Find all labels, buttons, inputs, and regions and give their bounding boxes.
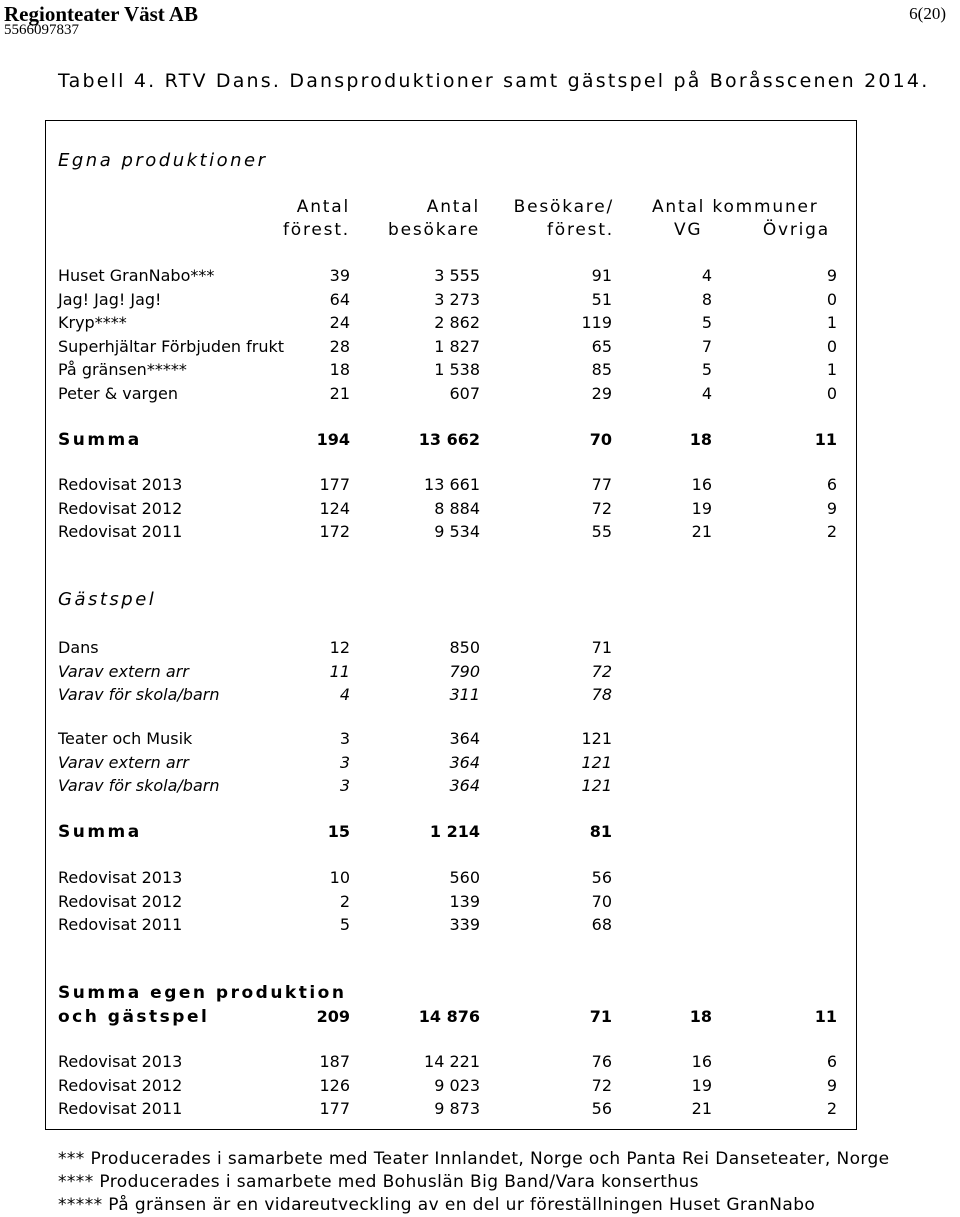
row-value: 68 — [591, 915, 612, 934]
row-label: Varav för skola/barn — [58, 776, 220, 795]
row-value: 1 827 — [434, 336, 480, 356]
row-value: 194 — [316, 430, 350, 449]
row-value: 56 — [591, 1099, 612, 1118]
row-label: Varav extern arr — [58, 661, 189, 681]
row-value: 9 — [826, 1075, 837, 1095]
row-label: Redovisat 2012 — [58, 498, 183, 518]
row-label: Redovisat 2013 — [58, 1052, 183, 1071]
row-value: 24 — [329, 313, 350, 332]
row-value: 78 — [591, 685, 612, 704]
row-value: 5 — [701, 360, 712, 379]
row-value: 560 — [449, 868, 480, 887]
header-ovriga: Övriga — [762, 220, 830, 240]
row-value: 72 — [591, 498, 612, 518]
row-value: 850 — [449, 638, 480, 657]
section-title-gastspel: Gästspel — [58, 589, 157, 610]
row-value: 19 — [691, 498, 712, 518]
row-value: 15 — [327, 822, 350, 841]
row-value: 1 — [826, 360, 837, 379]
row-value: 29 — [591, 383, 612, 403]
row-label: Varav extern arr — [58, 752, 189, 772]
row-value: 4 — [701, 266, 712, 285]
row-value: 5 — [701, 313, 712, 332]
header-antal-besokare: Antal besökare — [388, 197, 480, 240]
row-value: 139 — [449, 891, 480, 911]
footnote-2: **** Producerades i samarbete med Bohuslän Big Band/Vara konserthus — [58, 1172, 699, 1192]
header-antal-forest: Antal förest. — [283, 197, 350, 240]
row-value: 1 538 — [434, 360, 480, 379]
row-value: 3 273 — [434, 289, 480, 309]
row-value: 790 — [449, 661, 480, 681]
total-value: 71 — [589, 1007, 612, 1026]
row-value: 12 — [329, 638, 350, 657]
row-value: 21 — [691, 1099, 712, 1118]
row-value: 70 — [589, 430, 612, 449]
row-value: 2 — [339, 891, 350, 911]
section-title-egna: Egna produktioner — [58, 150, 268, 171]
row-value: 2 — [826, 522, 837, 541]
header-besokare-per-forest: Besökare/ förest. — [513, 197, 614, 240]
row-value: 56 — [591, 868, 612, 887]
row-value: 55 — [591, 522, 612, 541]
row-value: 28 — [329, 336, 350, 356]
row-value: 177 — [319, 475, 350, 494]
row-label: Peter & vargen — [58, 383, 178, 403]
row-value: 9 — [826, 498, 837, 518]
row-label: Redovisat 2012 — [58, 891, 183, 911]
row-value: 16 — [691, 1052, 712, 1071]
total-label-line2: och gästspel — [58, 1007, 210, 1027]
total-label-line1: Summa egen produktion — [58, 983, 347, 1003]
row-value: 187 — [319, 1052, 350, 1071]
row-value: 71 — [591, 638, 612, 657]
row-value: 8 884 — [434, 498, 480, 518]
row-value: 364 — [449, 729, 480, 748]
row-value: 607 — [449, 383, 480, 403]
row-value: 91 — [591, 266, 612, 285]
total-value: 209 — [316, 1007, 350, 1026]
row-value: 21 — [329, 383, 350, 403]
row-value: 14 221 — [424, 1052, 480, 1071]
total-value: 18 — [689, 1007, 712, 1026]
row-value: 76 — [591, 1052, 612, 1071]
row-value: 311 — [449, 685, 480, 704]
total-value: 14 876 — [418, 1007, 480, 1026]
row-value: 124 — [319, 498, 350, 518]
row-value: 85 — [591, 360, 612, 379]
row-value: 126 — [319, 1075, 350, 1095]
row-value: 3 555 — [434, 266, 480, 285]
row-value: 0 — [826, 383, 837, 403]
row-value: 177 — [319, 1099, 350, 1118]
row-label: Varav för skola/barn — [58, 685, 220, 704]
organization-number: 5566097837 — [4, 22, 79, 38]
row-label: Redovisat 2013 — [58, 868, 183, 887]
row-label: Redovisat 2012 — [58, 1075, 183, 1095]
row-label: Kryp**** — [58, 313, 127, 332]
row-value: 65 — [591, 336, 612, 356]
row-value: 70 — [591, 891, 612, 911]
row-value: 9 — [826, 266, 837, 285]
row-value: 9 873 — [434, 1099, 480, 1118]
total-value: 11 — [814, 1007, 837, 1026]
row-label: Teater och Musik — [58, 729, 193, 748]
row-value: 364 — [449, 752, 480, 772]
row-value: 1 214 — [429, 822, 480, 841]
row-value: 3 — [339, 752, 350, 772]
row-value: 339 — [449, 915, 480, 934]
row-label: På gränsen***** — [58, 360, 187, 379]
row-value: 77 — [591, 475, 612, 494]
row-value: 0 — [826, 289, 837, 309]
row-value: 6 — [826, 475, 837, 494]
table-caption: Tabell 4. RTV Dans. Dansproduktioner samt gästspel på Boråsscenen 2014. — [58, 70, 930, 92]
row-value: 4 — [701, 383, 712, 403]
row-label: Redovisat 2011 — [58, 915, 183, 934]
row-value: 72 — [591, 661, 612, 681]
row-label: Superhjältar Förbjuden frukt — [58, 336, 285, 356]
row-value: 9 534 — [434, 522, 480, 541]
row-label: Dans — [58, 638, 99, 657]
row-value: 72 — [591, 1075, 612, 1095]
row-value: 121 — [581, 776, 612, 795]
row-value: 19 — [691, 1075, 712, 1095]
row-value: 11 — [814, 430, 837, 449]
row-label: Redovisat 2011 — [58, 522, 183, 541]
row-label: Summa — [58, 822, 142, 842]
row-value: 10 — [329, 868, 350, 887]
row-value: 18 — [329, 360, 350, 379]
row-value: 172 — [319, 522, 350, 541]
page-number: 6(20) — [909, 4, 946, 23]
row-label: Redovisat 2011 — [58, 1099, 183, 1118]
row-label: Redovisat 2013 — [58, 475, 183, 494]
row-value: 64 — [329, 289, 350, 309]
row-value: 0 — [826, 336, 837, 356]
organization-name: Regionteater Väst AB — [4, 2, 199, 26]
row-value: 6 — [826, 1052, 837, 1071]
row-label: Huset GranNabo*** — [58, 266, 215, 285]
row-value: 2 862 — [434, 313, 480, 332]
row-value: 11 — [329, 661, 350, 681]
row-value: 39 — [329, 266, 350, 285]
row-value: 51 — [591, 289, 612, 309]
row-value: 9 023 — [434, 1075, 480, 1095]
row-value: 121 — [581, 729, 612, 748]
header-vg: VG — [674, 220, 703, 240]
row-value: 81 — [589, 822, 612, 841]
row-label: Summa — [58, 430, 142, 450]
row-value: 121 — [581, 752, 612, 772]
row-label: Jag! Jag! Jag! — [58, 289, 162, 309]
row-value: 4 — [339, 685, 350, 704]
footnote-3: ***** På gränsen är en vidareutveckling av en del ur föreställningen Huset GranNabo — [58, 1195, 816, 1215]
row-value: 13 662 — [418, 430, 480, 449]
row-value: 3 — [339, 729, 350, 748]
row-value: 5 — [339, 915, 350, 934]
row-value: 18 — [689, 430, 712, 449]
row-value: 16 — [691, 475, 712, 494]
row-value: 364 — [449, 776, 480, 795]
row-value: 1 — [826, 313, 837, 332]
row-value: 7 — [701, 336, 712, 356]
row-value: 119 — [581, 313, 612, 332]
row-value: 3 — [339, 776, 350, 795]
row-value: 21 — [691, 522, 712, 541]
row-value: 2 — [826, 1099, 837, 1118]
footnote-1: *** Producerades i samarbete med Teater Innlandet, Norge och Panta Rei Danseteater, Norge — [58, 1149, 890, 1169]
row-value: 13 661 — [424, 475, 480, 494]
header-kommuner: Antal kommuner — [652, 197, 819, 217]
row-value: 8 — [701, 289, 712, 309]
